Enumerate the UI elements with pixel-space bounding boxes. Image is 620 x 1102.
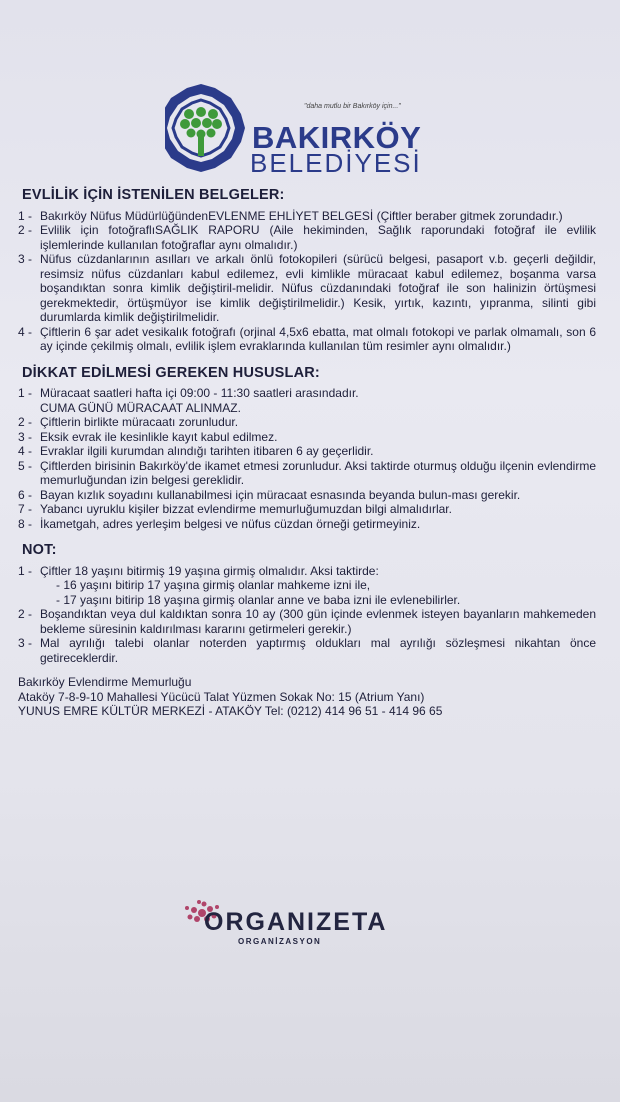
list-item bbox=[18, 325, 596, 354]
item-number: 1 - bbox=[18, 563, 33, 578]
sub-item: - 17 yaşını bitirip 18 yaşına girmiş olanlar anne ve baba izni ile evlenebilirler. bbox=[56, 592, 461, 607]
section-title: EVLİLİK İÇİN İSTENİLEN BELGELER: bbox=[22, 187, 285, 203]
section-required-documents bbox=[18, 188, 596, 354]
footer-phone: YUNUS EMRE KÜLTÜR MERKEZİ - ATAKÖY Tel: (0212) 414 96 51 - 414 96 65 bbox=[18, 704, 443, 718]
list-item bbox=[18, 444, 596, 459]
item-text: Evraklar ilgili kurumdan alındığı tarihten itibaren 6 ay geçerlidir. bbox=[40, 444, 374, 458]
item-number: 1 - bbox=[18, 386, 33, 400]
item-number: 1 - bbox=[18, 208, 33, 223]
list-item bbox=[18, 502, 596, 517]
section-note bbox=[18, 543, 596, 665]
list-item bbox=[18, 252, 596, 325]
item-text: Müracaat saatleri hafta içi 09:00 - 11:30 saatleri arasındadır. bbox=[40, 386, 359, 400]
brand-name-line1: BAKIRKÖY bbox=[252, 120, 422, 155]
item-text: Çiftlerden birisinin Bakırköy'de ikamet etmesi zorunludur. Aksi taktirde oturmuş olduğu ilçenin evlendirme memurluğundan izin belgesi gereklidir. bbox=[40, 458, 596, 487]
organizer-subtitle: ORGANİZASYON bbox=[238, 937, 322, 946]
footer-address: Ataköy 7-8-9-10 Mahallesi Yücücü Talat Yüzmen Sokak No: 15 (Atrium Yanı) bbox=[18, 689, 425, 704]
list-item bbox=[18, 517, 596, 532]
item-number: 5 - bbox=[18, 458, 33, 473]
item-text: Eksik evrak ile kesinlikle kayıt kabul edilmez. bbox=[40, 429, 278, 444]
document-body bbox=[18, 188, 596, 719]
item-text: Mal ayrılığı talebi olanlar noterden yaptırmış oldukları mal ayrılığı sözleşmesi nikahtan önce getireceklerdir. bbox=[40, 636, 596, 665]
list-item bbox=[18, 636, 596, 665]
brand-name-line2: BELEDİYESİ bbox=[250, 148, 422, 178]
footer-office-name: Bakırköy Evlendirme Memurluğu bbox=[18, 675, 192, 689]
item-number: 2 - bbox=[18, 415, 33, 429]
list-item bbox=[18, 430, 596, 445]
item-text: Bakırköy Nüfus MüdürlüğündenEVLENME EHLİYET BELGESİ (Çiftler beraber gitmek zorundadır.) bbox=[40, 208, 563, 223]
section-notes-to-consider bbox=[18, 366, 596, 532]
item-text: İkametgah, adres yerleşim belgesi ve nüfus cüzdan örneği getirmeyiniz. bbox=[40, 516, 421, 531]
item-number: 4 - bbox=[18, 324, 33, 339]
list-item bbox=[18, 488, 596, 503]
sub-item: - 16 yaşını bitirip 17 yaşına girmiş olanlar mahkeme izni ile, bbox=[56, 578, 371, 592]
list-item bbox=[18, 459, 596, 488]
item-number: 4 - bbox=[18, 444, 33, 458]
item-number: 2 - bbox=[18, 607, 33, 621]
organizer-name: ORGANIZETA bbox=[204, 908, 388, 936]
item-number: 2 - bbox=[18, 223, 33, 237]
item-text: Çiftlerin birlikte müracaatı zorunludur. bbox=[40, 415, 239, 429]
item-text: Yabancı uyruklu kişiler bizzat evlendirme memurluğumuzdan bilgi almalıdırlar. bbox=[40, 502, 452, 516]
item-text: Çiftler 18 yaşını bitirmiş 19 yaşına girmiş olmalıdır. Aksi taktirde: bbox=[40, 563, 379, 578]
item-text: Evlilik için fotoğraflıSAĞLIK RAPORU (Aile hekiminden, Sağlık raporundaki fotoğraf ile evlilik işlemlerinde kullanılan fotoğraflar aynı olmalıdır.) bbox=[40, 223, 596, 252]
list-item bbox=[18, 209, 596, 224]
item-text: Nüfus cüzdanlarının asılları ve arkalı önlü fotokopileri (sürücü belgesi, pasaport v.b. geçerli değildir, resimsiz nüfus cüzdanları kabul edilemez, evli kimlikle müracaat kabul edilemez, boşanma varsa boşandıktan sonra kimlik değiştiril-melidir. Nüfus cüzdanındaki fotoğraf ile son halinizin örtüşmesi gerekmektedir, örtüşmüyor ise kimlik değiştirilmelidir.) Kesik, yırtık, kazıntı, yıpranma, silinti gibi durumlarda kimlik değiştirilmelidir. bbox=[40, 252, 596, 324]
section-title: DİKKAT EDİLMESİ GEREKEN HUSUSLAR: bbox=[22, 364, 320, 381]
item-extra-text: CUMA GÜNÜ MÜRACAAT ALINMAZ. bbox=[40, 400, 241, 415]
item-number: 8 - bbox=[18, 516, 33, 531]
item-number: 3 - bbox=[18, 252, 33, 266]
item-text: Bayan kızlık soyadını kullanabilmesi için müracaat esnasında beyanda bulun-ması gerekir. bbox=[40, 487, 521, 502]
contact-footer bbox=[18, 675, 596, 719]
list-item bbox=[18, 223, 596, 252]
list-item bbox=[18, 386, 596, 415]
item-number: 3 - bbox=[18, 429, 33, 444]
item-number: 6 - bbox=[18, 487, 33, 502]
item-number: 3 - bbox=[18, 636, 33, 650]
item-number: 7 - bbox=[18, 502, 33, 516]
item-text: Çiftlerin 6 şar adet vesikalık fotoğrafı (orjinal 4,5x6 ebatta, mat olmalı fotokopi ve parlak olmamalı, son 6 ay içinde çekilmiş olmalı, evlilik işlem evraklarında kullanılan tüm resimler aynı olmalıdır.) bbox=[40, 324, 596, 353]
section-title: NOT: bbox=[22, 542, 57, 558]
logo-slogan: "daha mutlu bir Bakırköy için..." bbox=[304, 103, 401, 110]
list-item bbox=[18, 415, 596, 430]
list-item bbox=[18, 564, 596, 608]
list-item bbox=[18, 607, 596, 636]
item-text: Boşandıktan veya dul kaldıktan sonra 10 ay (300 gün içinde evlenmek isteyen bayanların mahkemeden bekleme süresinin kaldırılması kararını getirmeleri gerekir.) bbox=[40, 607, 596, 636]
